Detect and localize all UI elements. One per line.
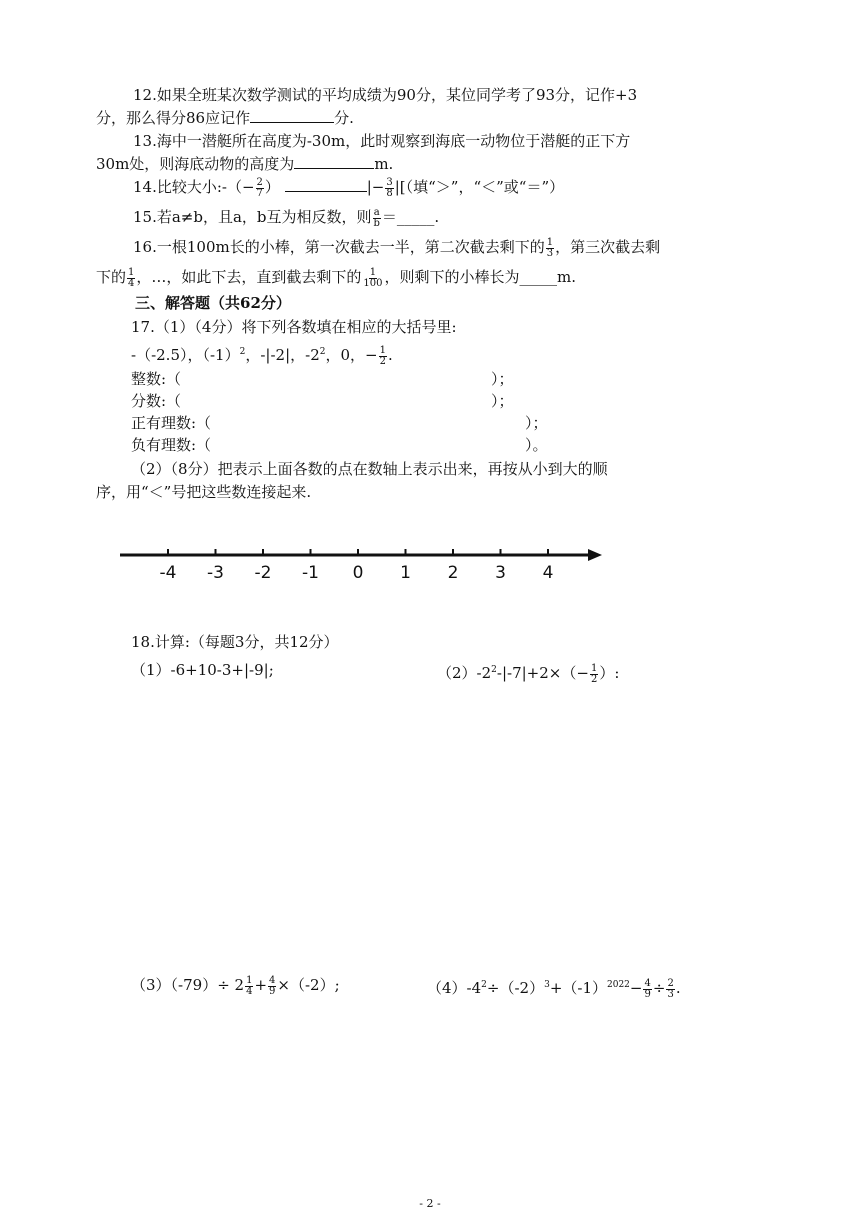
fraction: $\frac{1}{2}$ [379, 344, 386, 367]
q12-line2: 分，那么得分86应记作 分. [96, 109, 354, 127]
q13-line2: 30m处，则海底动物的高度为 m. [96, 155, 394, 173]
page-number: - 2 - [419, 1197, 441, 1210]
axis-tick-label: 3 [495, 563, 506, 583]
q18-part1: （1）-6+10-3+|-9|; [131, 661, 274, 679]
axis-tick-label: 0 [352, 563, 364, 583]
fraction: $\frac{4}{9}$ [269, 974, 276, 997]
q13-line1: 13.海中一潜艇所在高度为-30m，此时观察到海底一动物位于潜艇的正下方 [133, 132, 631, 150]
category-integer-end: ）； [491, 370, 514, 388]
fraction: $\frac{1}{4}$ [246, 974, 253, 997]
category-integer-label: 整数:（ [131, 370, 182, 388]
q18-title: 18.计算:（每题3分，共12分） [131, 633, 339, 651]
answer-blank[interactable] [285, 177, 367, 192]
fraction: $\frac{3}{8}$ [386, 176, 393, 199]
q17-part2-line1: （2）（8分）把表示上面各数的点在数轴上表示出来，再按从小到大的顺 [131, 460, 608, 478]
category-fraction-label: 分数:（ [131, 392, 182, 410]
category-positive-label: 正有理数:（ [131, 414, 212, 432]
category-positive-end: ）； [525, 414, 548, 432]
q18-part2: $(2)-2^2-|-7|+2\times(-$ $\frac{1}{2}$ ）: [437, 662, 620, 685]
axis-tick-label: -3 [207, 563, 224, 583]
q17-numbers: -（-2.5），$(-1)^2$，-|-2|，$-2^2$，0，− $\frac{1}{2}$ . [131, 344, 393, 367]
answer-blank[interactable] [294, 154, 374, 169]
q14-line: 14.比较大小:-（− $\frac{2}{7}$ ） |− $\frac{3}{8}$ |[（填“＞”，“＜”或“＝”） [133, 176, 565, 199]
arrow-head-icon [588, 549, 602, 561]
answer-blank[interactable] [250, 108, 334, 123]
q17-line1: 17.（1）（4分）将下列各数填在相应的大括号里: [131, 318, 457, 336]
q12-line1: 12.如果全班某次数学测试的平均成绩为90分，某位同学考了93分，记作+3 [133, 86, 638, 104]
q16-line1: 16.一根100m长的小棒，第一次截去一半，第二次截去剩下的 $\frac{1}{3}$ ，第三次截去剩 [133, 236, 661, 259]
fraction: $\frac{1}{100}$ [363, 266, 383, 289]
fraction: $\frac{1}{3}$ [546, 236, 554, 259]
q15-line: 15.若a≠b，且a，b互为相反数，则 $\frac{a}{b}$ ＝_____. [133, 206, 440, 229]
q16-line2: 下的 $\frac{1}{4}$ ，…，如此下去，直到截去剩下的 $\frac{1}{100}$ ，则剩下的小棒长为_____m. [96, 266, 576, 289]
fraction: $\frac{1}{2}$ [590, 662, 598, 685]
axis-tick-label: -1 [302, 563, 319, 583]
q17-part2-line2: 序，用“＜”号把这些数连接起来. [96, 483, 312, 501]
axis-tick-label: 1 [400, 563, 411, 583]
section-title: 三、解答题（共62分） [135, 294, 291, 312]
axis-tick-label: -2 [254, 563, 272, 583]
axis-tick-label: -4 [159, 563, 177, 583]
category-negative-end: ）。 [525, 436, 548, 454]
fraction: $\frac{2}{3}$ [667, 977, 674, 1000]
fraction: $\frac{2}{7}$ [256, 176, 263, 199]
fraction: $\frac{a}{b}$ [373, 206, 380, 229]
category-negative-label: 负有理数:（ [131, 436, 212, 454]
fraction: $\frac{1}{4}$ [128, 266, 135, 289]
axis-tick-label: 2 [447, 563, 459, 583]
q18-part4: $(4)-4^2\div(-2)^3+(-1)^{2022}-$ $\frac{4}{9}$ ÷ $\frac{2}{3}$ . [427, 977, 681, 1000]
number-line [110, 538, 610, 588]
fraction: $\frac{4}{9}$ [644, 977, 651, 1000]
q18-part3: （3）（-79）÷ 2 $\frac{1}{4}$ + $\frac{4}{9}$ ×（-2）; [131, 974, 340, 997]
axis-tick-label: 4 [542, 563, 554, 583]
category-fraction-end: ）； [491, 392, 514, 410]
